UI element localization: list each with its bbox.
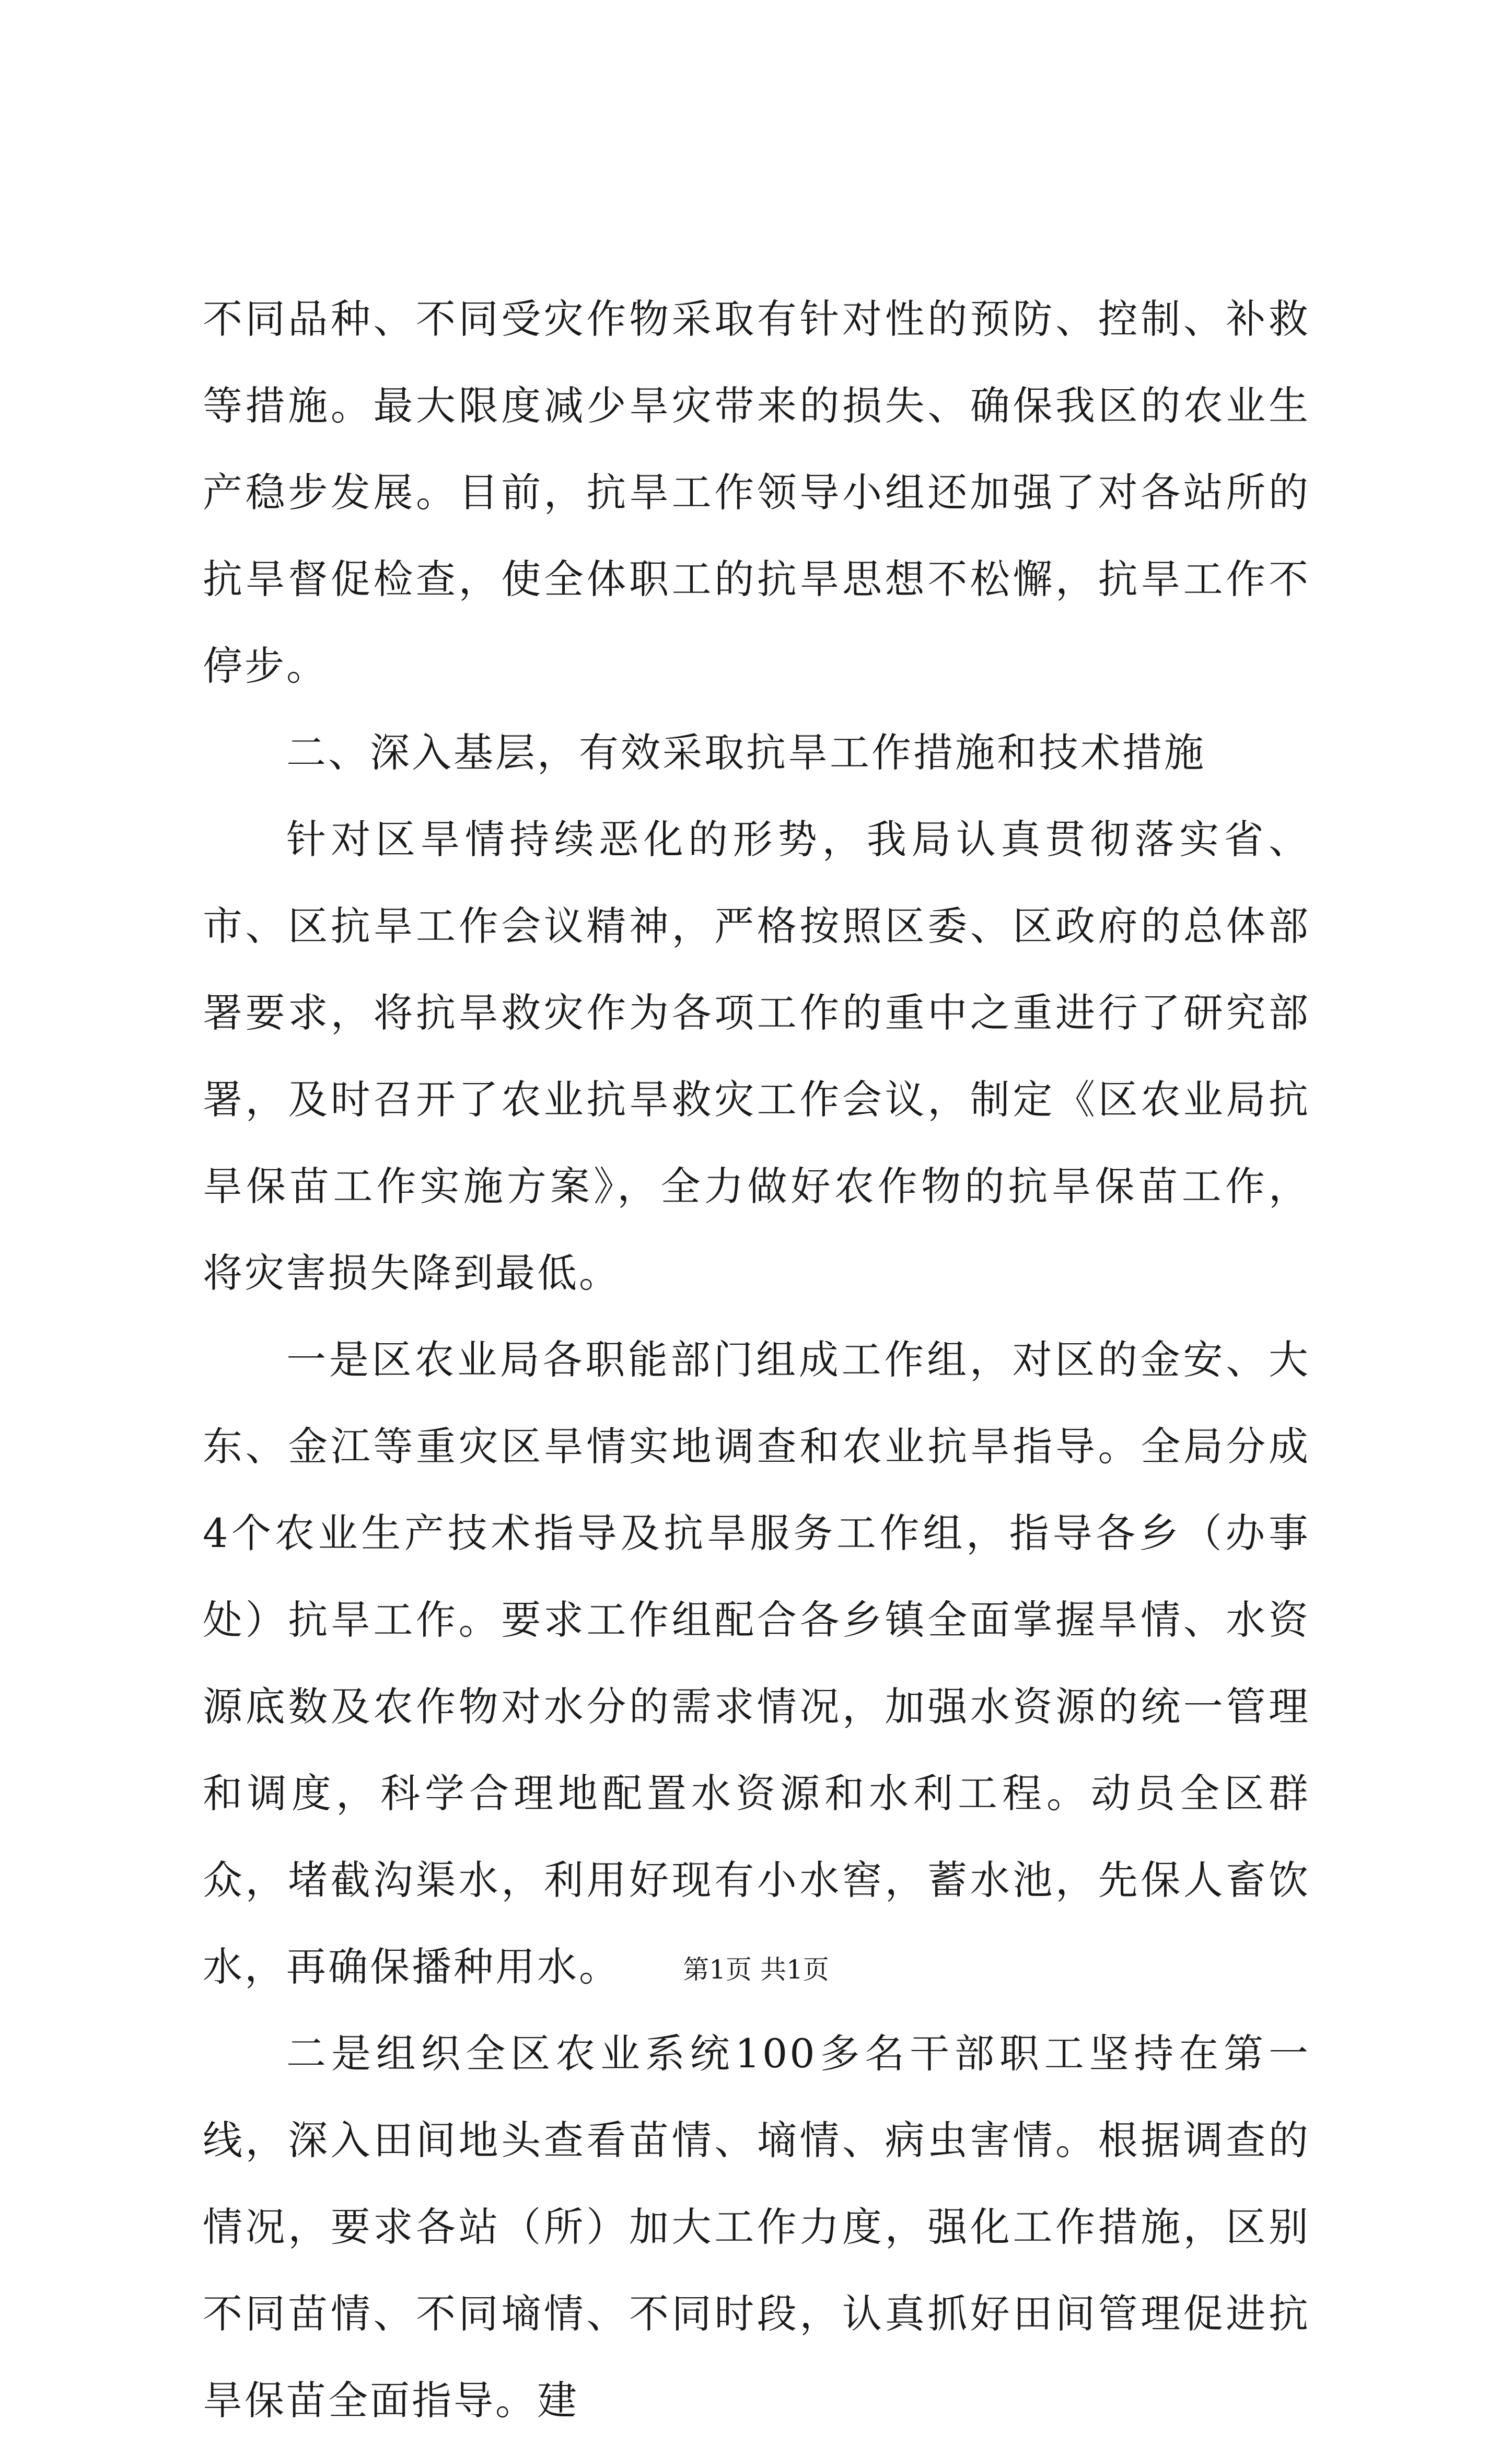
paragraph-4: 二是组织全区农业系统100多名干部职工坚持在第一线，深入田间地头查看苗情、墒情、病虫害情。根据调查的情况，要求各站（所）加大工作力度，强化工作措施，区别不同苗情、不同墒情、不同时段，认真抓好田间管理促进抗旱保苗全面指导。建 bbox=[203, 2030, 1310, 2424]
page-number-footer: 第1页 共1页 bbox=[683, 1954, 829, 1985]
body-text bbox=[203, 276, 1310, 2444]
section-heading: 二、深入基层，有效采取抗旱工作措施和技术措施 bbox=[286, 729, 1206, 776]
paragraph-3: 一是区农业局各职能部门组成工作组，对区的金安、大东、金江等重灾区旱情实地调查和农业抗旱指导。全局分成4个农业生产技术指导及抗旱服务工作组，指导各乡（办事处）抗旱工作。要求工作组配合各乡镇全面掌握旱情、水资源底数及农作物对水分的需求情况，加强水资源的统一管理和调度，科学合理地配置水资源和水利工程。动员全区群众，堵截沟渠水，利用好现有小水窖，蓄水池，先保人畜饮水，再确保播种用水。 bbox=[203, 1336, 1310, 1990]
paragraph-1: 不同品种、不同受灾作物采取有针对性的预防、控制、补救等措施。最大限度减少旱灾带来的损失、确保我区的农业生产稳步发展。目前，抗旱工作领导小组还加强了对各站所的抗旱督促检查，使全体职工的抗旱思想不松懈，抗旱工作不停步。 bbox=[203, 296, 1310, 689]
paragraph-2: 针对区旱情持续恶化的形势，我局认真贯彻落实省、市、区抗旱工作会议精神，严格按照区委、区政府的总体部署要求，将抗旱救灾作为各项工作的重中之重进行了研究部署，及时召开了农业抗旱救灾工作会议，制定《区农业局抗旱保苗工作实施方案》，全力做好农作物的抗旱保苗工作，将灾害损失降到最低。 bbox=[203, 816, 1310, 1296]
